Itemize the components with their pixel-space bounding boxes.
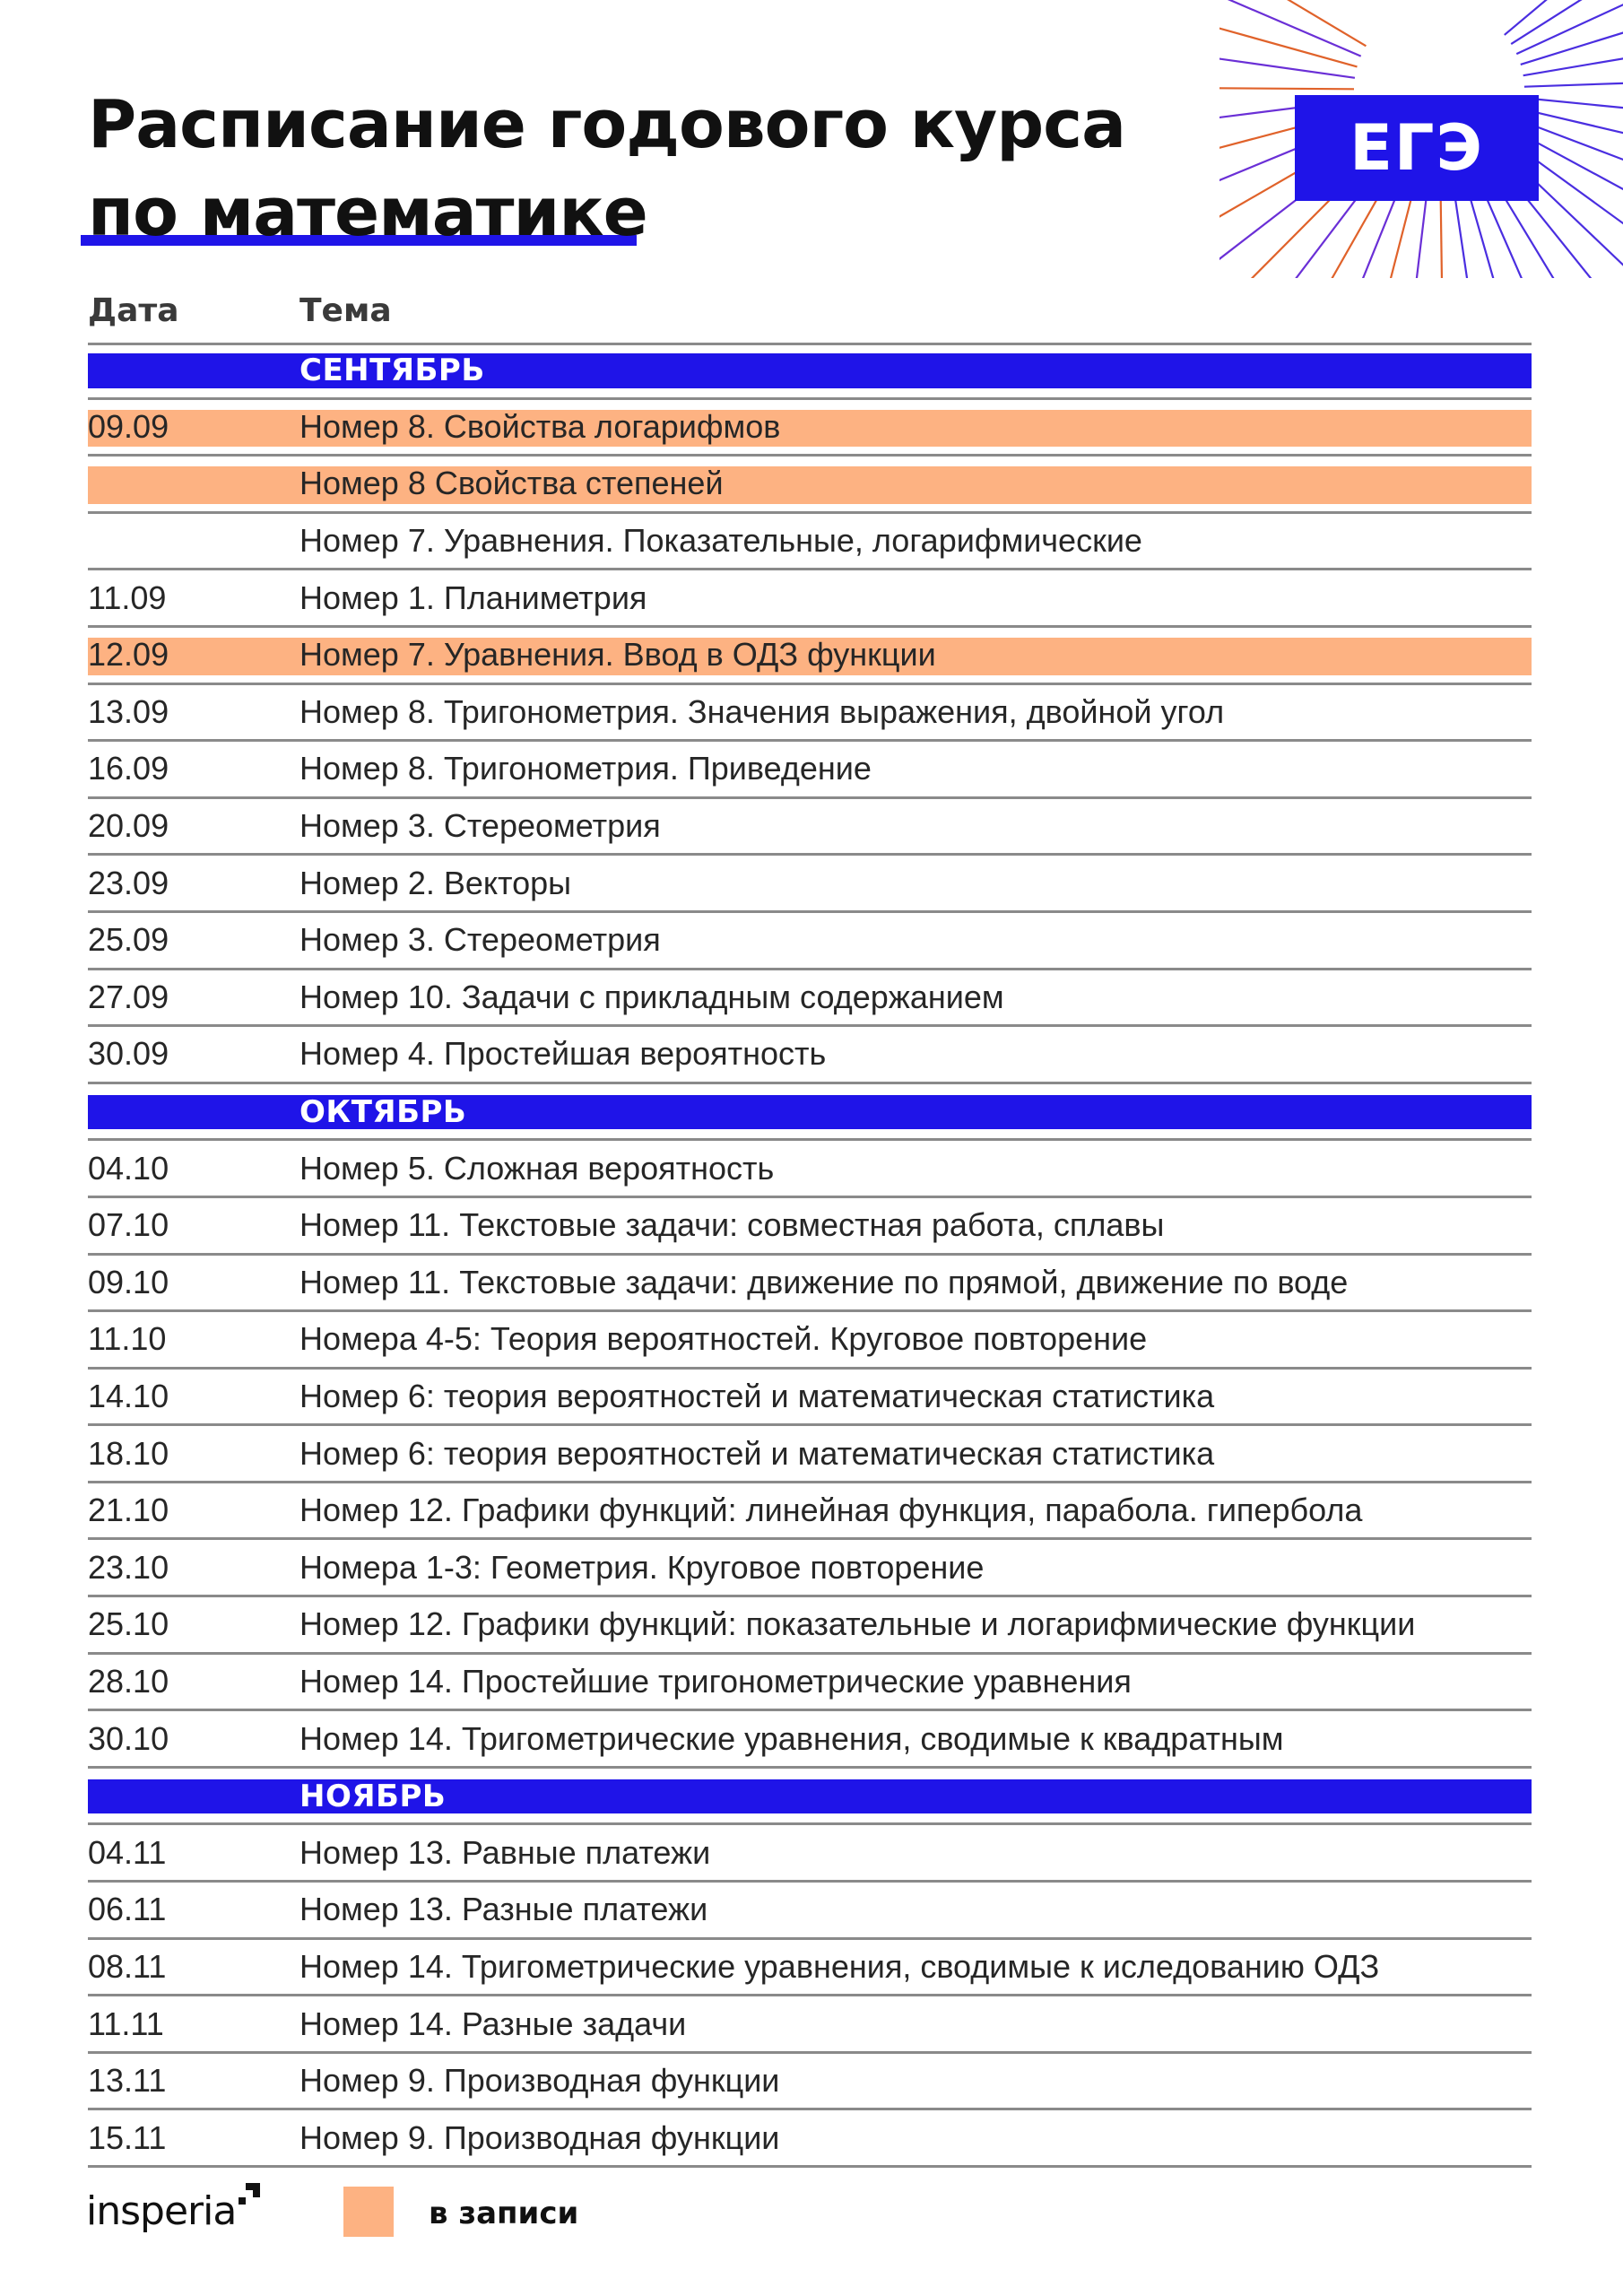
title-line-2: по математике bbox=[88, 174, 647, 251]
schedule-row bbox=[88, 570, 1532, 628]
row-topic: Номер 5. Сложная вероятность bbox=[299, 1149, 775, 1187]
sun-ray bbox=[1219, 49, 1355, 77]
row-date: 27.09 bbox=[88, 978, 169, 1015]
row-topic: Номер 8 Свойства степеней bbox=[299, 465, 724, 502]
row-topic: Номер 8. Свойства логарифмов bbox=[299, 407, 781, 445]
sun-ray bbox=[1219, 88, 1354, 90]
row-topic: Номер 8. Тригонометрия. Приведение bbox=[299, 750, 872, 787]
column-header-date: Дата bbox=[88, 292, 179, 329]
row-date: 25.10 bbox=[88, 1605, 169, 1643]
month-label: СЕНТЯБРЬ bbox=[299, 352, 485, 389]
schedule-row bbox=[88, 457, 1532, 514]
row-topic: Номера 4-5: Теория вероятностей. Круговое повторение bbox=[299, 1320, 1148, 1358]
schedule-table bbox=[88, 343, 1532, 2168]
row-topic: Номер 13. Равные платежи bbox=[299, 1833, 711, 1871]
schedule-row bbox=[88, 1940, 1532, 1997]
row-date: 08.11 bbox=[88, 1947, 167, 1985]
schedule-row bbox=[88, 742, 1532, 799]
schedule-row bbox=[88, 1655, 1532, 1712]
row-date: 23.09 bbox=[88, 864, 169, 901]
schedule-row bbox=[88, 799, 1532, 857]
row-topic: Номер 11. Текстовые задачи: движение по прямой, движение по воде bbox=[299, 1263, 1349, 1300]
row-topic: Номер 9. Производная функции bbox=[299, 2118, 780, 2156]
sun-ray bbox=[1505, 0, 1623, 35]
month-header bbox=[88, 343, 1532, 400]
logo-corner-icon bbox=[224, 2181, 262, 2219]
schedule-row bbox=[88, 1198, 1532, 1256]
row-topic: Номер 8. Тригонометрия. Значения выражения, двойной угол bbox=[299, 692, 1225, 730]
schedule-row bbox=[88, 1256, 1532, 1313]
column-header-topic: Тема bbox=[299, 292, 392, 329]
row-date: 06.11 bbox=[88, 1891, 167, 1928]
schedule-row bbox=[88, 1027, 1532, 1084]
schedule-row bbox=[88, 514, 1532, 571]
schedule-row bbox=[88, 400, 1532, 457]
row-date: 13.09 bbox=[88, 692, 169, 730]
row-date: 18.10 bbox=[88, 1434, 169, 1472]
row-date: 15.11 bbox=[88, 2118, 167, 2156]
sun-ray bbox=[1219, 13, 1357, 67]
month-label: ОКТЯБРЬ bbox=[299, 1094, 467, 1131]
row-date: 09.09 bbox=[88, 407, 169, 445]
row-date: 13.11 bbox=[88, 2062, 167, 2100]
row-topic: Номер 7. Уравнения. Показательные, логарифмические bbox=[299, 522, 1142, 560]
row-topic: Номер 3. Стереометрия bbox=[299, 807, 661, 845]
row-date: 30.09 bbox=[88, 1035, 169, 1073]
row-date: 28.10 bbox=[88, 1662, 169, 1700]
month-bar bbox=[88, 1779, 1532, 1814]
row-date: 25.09 bbox=[88, 921, 169, 959]
schedule-row bbox=[88, 1883, 1532, 1940]
row-date: 21.10 bbox=[88, 1492, 169, 1529]
insperia-logo: insperia bbox=[86, 2188, 237, 2234]
row-date: 14.10 bbox=[88, 1377, 169, 1414]
row-topic: Номер 9. Производная функции bbox=[299, 2062, 780, 2100]
title-line-1: Расписание годового курса bbox=[88, 86, 1126, 163]
row-date: 20.09 bbox=[88, 807, 169, 845]
sun-ray bbox=[1516, 0, 1623, 54]
row-topic: Номер 12. Графики функций: показательные и логарифмические функции bbox=[299, 1605, 1416, 1643]
schedule-row bbox=[88, 1597, 1532, 1655]
month-bar bbox=[88, 1095, 1532, 1130]
row-topic: Номер 7. Уравнения. Ввод в ОДЗ функции bbox=[299, 636, 936, 674]
schedule-row bbox=[88, 913, 1532, 970]
month-header bbox=[88, 1084, 1532, 1142]
schedule-row bbox=[88, 628, 1532, 685]
sun-ray bbox=[1524, 80, 1623, 87]
row-date: 12.09 bbox=[88, 636, 169, 674]
row-topic: Номер 6: теория вероятностей и математическая статистика bbox=[299, 1377, 1215, 1414]
row-topic: Номер 12. Графики функций: линейная функция, парабола. гипербола bbox=[299, 1492, 1363, 1529]
row-date: 04.11 bbox=[88, 1833, 167, 1871]
schedule-row bbox=[88, 2054, 1532, 2111]
row-date: 11.11 bbox=[88, 2005, 164, 2042]
legend-recorded-label: в записи bbox=[429, 2196, 579, 2231]
row-topic: Номер 14. Разные задачи bbox=[299, 2005, 687, 2042]
month-bar bbox=[88, 353, 1532, 388]
legend-recorded-swatch bbox=[343, 2187, 394, 2237]
row-date: 16.09 bbox=[88, 750, 169, 787]
row-topic: Номер 14. Тригометрические уравнения, сводимые к иследованию ОДЗ bbox=[299, 1947, 1380, 1985]
row-date: 07.10 bbox=[88, 1206, 169, 1244]
row-date: 11.10 bbox=[88, 1320, 167, 1358]
schedule-row bbox=[88, 856, 1532, 913]
schedule-row bbox=[88, 1141, 1532, 1198]
month-label: НОЯБРЬ bbox=[299, 1779, 447, 1815]
schedule-row bbox=[88, 2110, 1532, 2168]
schedule-row bbox=[88, 1540, 1532, 1597]
ege-badge: ЕГЭ bbox=[1295, 95, 1539, 201]
row-topic: Номер 13. Разные платежи bbox=[299, 1891, 708, 1928]
sun-ray bbox=[1521, 4, 1623, 65]
row-topic: Номер 3. Стереометрия bbox=[299, 921, 661, 959]
row-date: 04.10 bbox=[88, 1149, 169, 1187]
page-title bbox=[88, 81, 1125, 257]
row-date: 11.09 bbox=[88, 578, 167, 616]
schedule-row bbox=[88, 1312, 1532, 1370]
row-topic: Номер 11. Текстовые задачи: совместная работа, сплавы bbox=[299, 1206, 1165, 1244]
schedule-row bbox=[88, 1426, 1532, 1483]
row-topic: Номер 4. Простейшая вероятность bbox=[299, 1035, 827, 1073]
schedule-row bbox=[88, 1825, 1532, 1883]
row-topic: Номер 1. Планиметрия bbox=[299, 578, 647, 616]
row-topic: Номер 14. Простейшие тригонометрические уравнения bbox=[299, 1662, 1132, 1700]
row-topic: Номер 2. Векторы bbox=[299, 864, 572, 901]
row-topic: Номер 14. Тригометрические уравнения, сводимые к квадратным bbox=[299, 1719, 1284, 1757]
schedule-row bbox=[88, 1370, 1532, 1427]
schedule-row bbox=[88, 685, 1532, 743]
sun-ray bbox=[1524, 98, 1623, 117]
row-date: 30.10 bbox=[88, 1719, 169, 1757]
schedule-row bbox=[88, 970, 1532, 1028]
sun-ray bbox=[1219, 0, 1366, 46]
row-topic: Номер 6: теория вероятностей и математическая статистика bbox=[299, 1434, 1215, 1472]
row-topic: Номер 10. Задачи с прикладным содержанием bbox=[299, 978, 1004, 1015]
schedule-row bbox=[88, 1711, 1532, 1769]
month-header bbox=[88, 1769, 1532, 1826]
schedule-row bbox=[88, 1483, 1532, 1541]
row-date: 09.10 bbox=[88, 1263, 169, 1300]
row-topic: Номера 1-3: Геометрия. Круговое повторение bbox=[299, 1548, 985, 1586]
schedule-row bbox=[88, 1996, 1532, 2054]
row-date: 23.10 bbox=[88, 1548, 169, 1586]
